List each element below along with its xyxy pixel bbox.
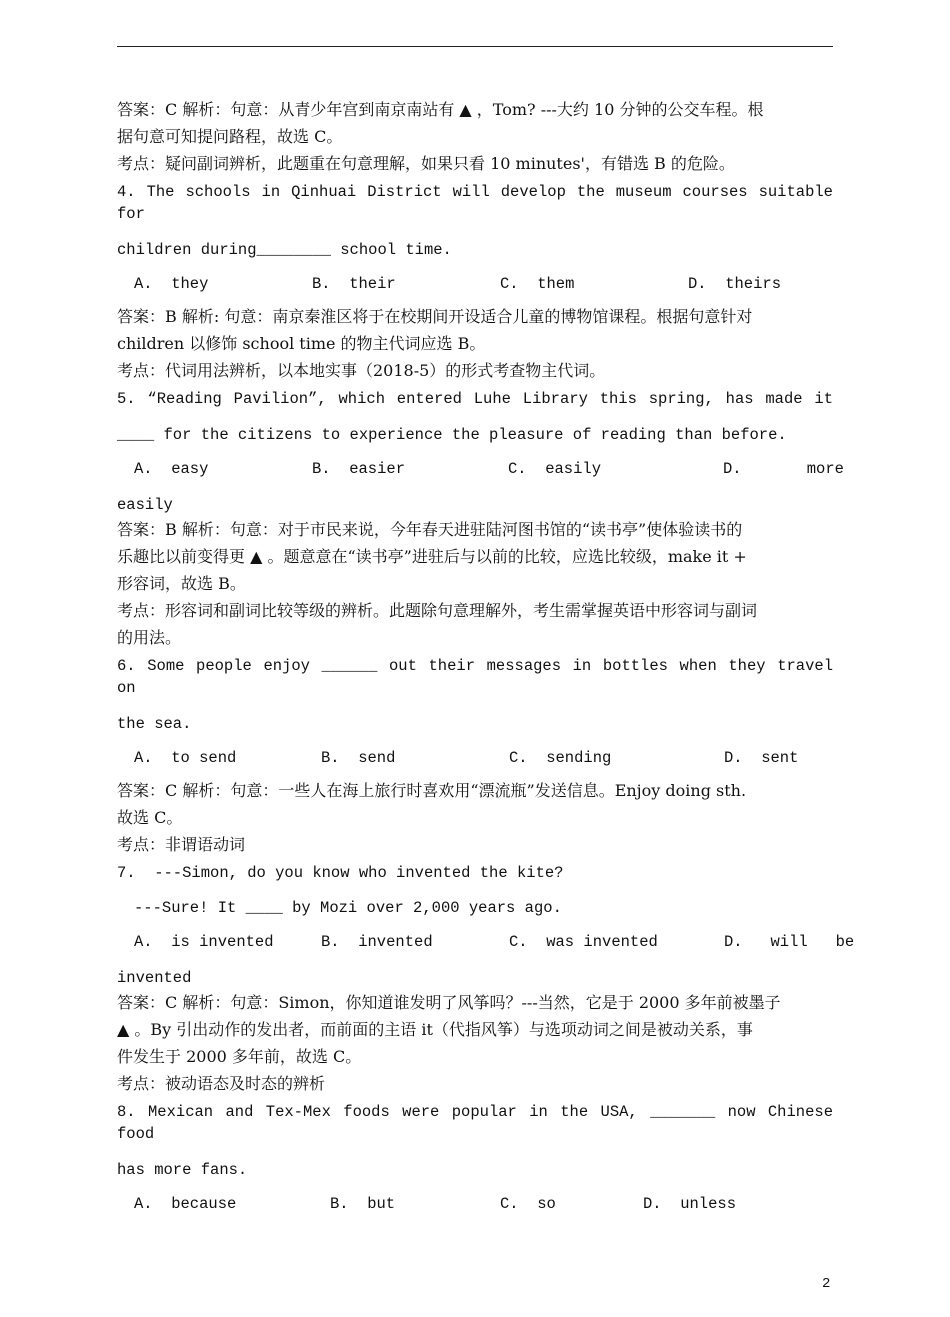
option-b: B. send xyxy=(321,749,396,767)
explanation-line: 考点：被动语态及时态的辨析 xyxy=(117,1074,326,1093)
question-continuation: invented xyxy=(117,969,192,987)
explanation-line: 考点：疑问副词辨析，此题重在句意理解，如果只看 10 minutes'，有错选 B 的危险。 xyxy=(117,154,735,173)
question-continuation: children during________ school time. xyxy=(117,241,452,259)
explanation-line: 答案：C 解析：句意：Simon，你知道谁发明了风筝吗？---当然，它是于 2000 多年前被墨子 xyxy=(117,993,781,1012)
option-d: D. theirs xyxy=(688,275,782,293)
option-a: A. easy xyxy=(134,460,209,478)
explanation-line: 考点：形容词和副词比较等级的辨析。此题除句意理解外，考生需掌握英语中形容词与副词 xyxy=(117,601,758,620)
answer-options xyxy=(117,931,855,953)
explanation-line: 答案：C 解析：句意：从青少年宫到南京南站有 ▲ ，Tom? ---大约 10 分钟的公交车程。根 xyxy=(117,100,764,119)
question-continuation: easily xyxy=(117,496,173,514)
explanation-line: 乐趣比以前变得更 ▲ 。题意意在“读书亭”进驻后与以前的比较，应选比较级，make it + xyxy=(117,547,747,566)
question-continuation: the sea. xyxy=(117,715,192,733)
explanation-line: 的用法。 xyxy=(117,628,182,647)
answer-options xyxy=(117,747,833,769)
option-c: C. was invented xyxy=(509,933,658,951)
explanation-line: 答案：B 解析：句意：对于市民来说，今年春天进驻陆河图书馆的“读书亭”使体验读书的 xyxy=(117,520,743,539)
option-a: A. is invented xyxy=(134,933,274,951)
option-b: B. easier xyxy=(312,460,406,478)
document-body xyxy=(117,96,855,1223)
option-d: D. unless xyxy=(643,1195,737,1213)
explanation-line: children 以修饰 school time 的物主代词应选 B。 xyxy=(117,334,486,353)
explanation-line: 据句意可知提问路程，故选 C。 xyxy=(117,127,343,146)
option-b: B. their xyxy=(312,275,396,293)
question-line: 4. The schools in Qinhuai District will develop the museum courses suitable for xyxy=(117,183,833,223)
option-b: B. invented xyxy=(321,933,433,951)
option-d: D. will be xyxy=(724,933,855,951)
option-a: A. to send xyxy=(134,749,237,767)
answer-options xyxy=(117,1193,833,1215)
header-rule xyxy=(117,46,833,47)
explanation-line: 考点：代词用法辨析，以本地实事（2018-5）的形式考查物主代词。 xyxy=(117,361,606,380)
explanation-line: ▲ 。By 引出动作的发出者，而前面的主语 it（代指风筝）与选项动词之间是被动关系，事 xyxy=(117,1020,753,1039)
question-continuation: has more fans. xyxy=(117,1161,248,1179)
explanation-line: 故选 C。 xyxy=(117,808,183,827)
question-line: 8. Mexican and Tex-Mex foods were popular in the USA, _______ now Chinese food xyxy=(117,1103,833,1143)
explanation-line: 形容词，故选 B。 xyxy=(117,574,246,593)
option-a: A. because xyxy=(134,1195,237,1213)
question-continuation: ____ for the citizens to experience the pleasure of reading than before. xyxy=(117,426,787,444)
option-c: C. sending xyxy=(509,749,612,767)
option-c: C. so xyxy=(500,1195,556,1213)
explanation-line: 答案：B 解析: 句意：南京秦淮区将于在校期间开设适合儿童的博物馆课程。根据句意针对 xyxy=(117,307,753,326)
question-line: ---Sure! It ____ by Mozi over 2,000 years ago. xyxy=(134,899,562,917)
option-b: B. but xyxy=(330,1195,396,1213)
option-c: C. easily xyxy=(508,460,602,478)
explanation-line: 考点：非谓语动词 xyxy=(117,835,246,854)
option-d: D. more xyxy=(723,460,844,478)
answer-options xyxy=(117,273,833,295)
question-line: 6. Some people enjoy ______ out their messages in bottles when they travel on xyxy=(117,657,833,697)
option-d: D. sent xyxy=(724,749,799,767)
explanation-line: 件发生于 2000 多年前，故选 C。 xyxy=(117,1047,362,1066)
page-number: 2 xyxy=(822,1276,831,1292)
question-line: 7. ---Simon, do you know who invented the kite? xyxy=(117,864,564,882)
answer-options xyxy=(117,458,844,480)
question-line: 5. “Reading Pavilion”, which entered Luhe Library this spring, has made it xyxy=(117,390,833,408)
option-a: A. they xyxy=(134,275,209,293)
option-c: C. them xyxy=(500,275,575,293)
explanation-line: 答案：C 解析：句意：一些人在海上旅行时喜欢用“漂流瓶”发送信息。Enjoy doing sth. xyxy=(117,781,747,800)
